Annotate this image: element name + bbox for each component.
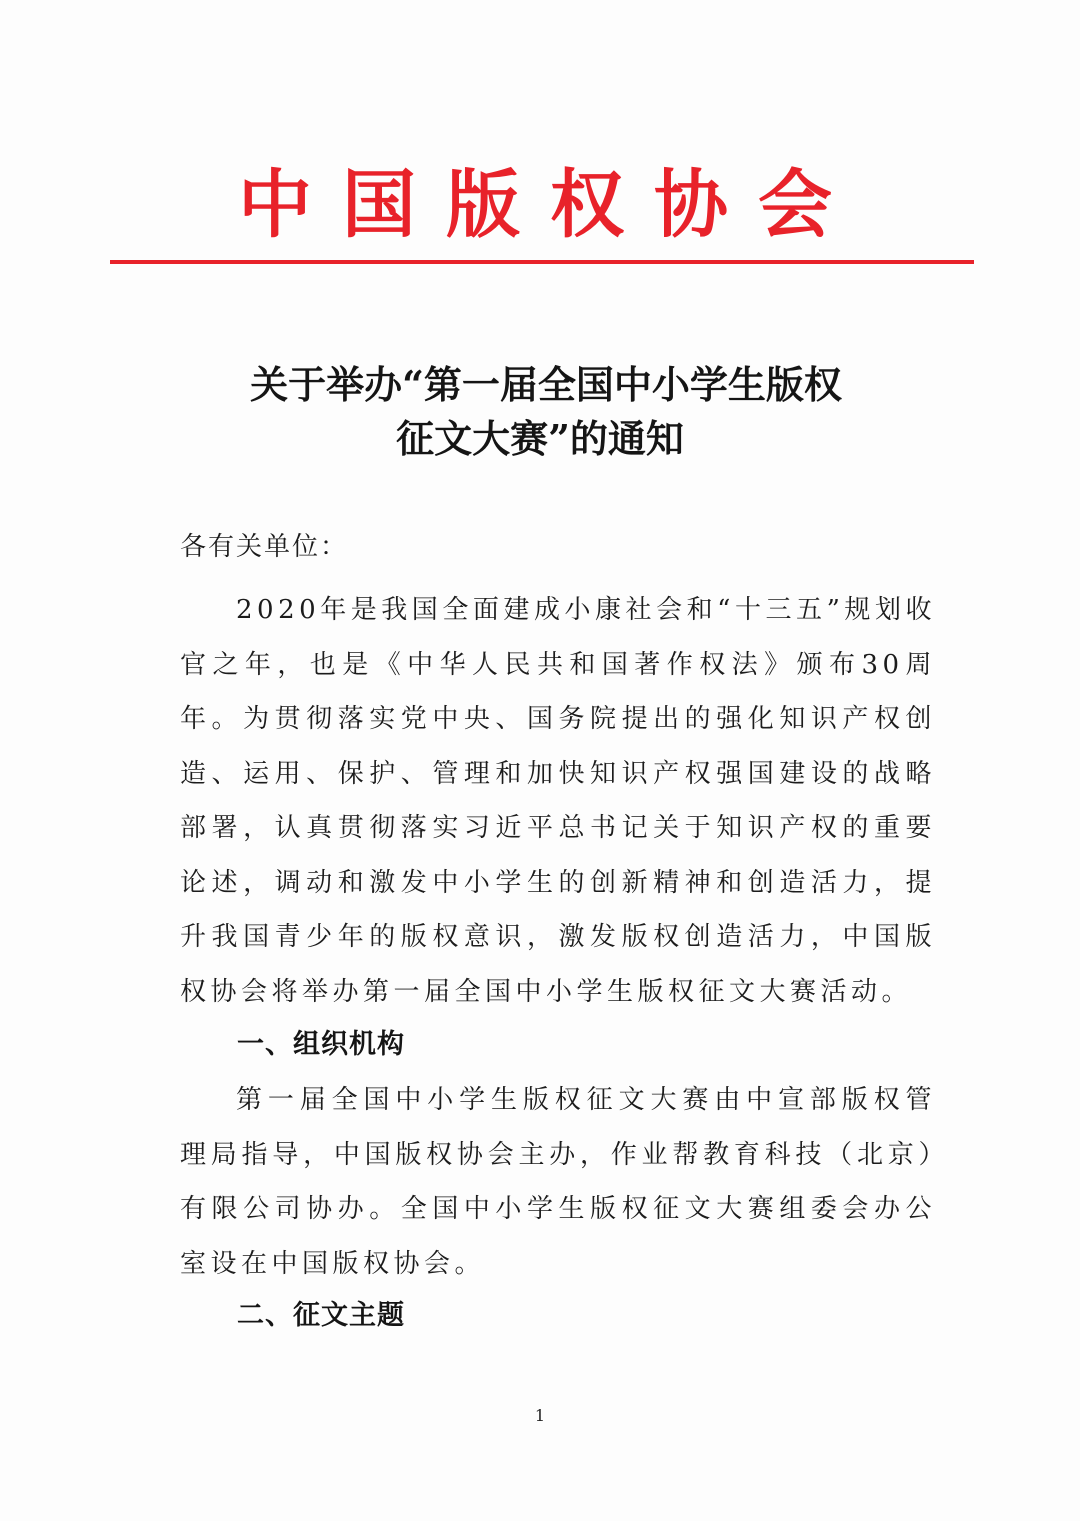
page-number: 1 — [534, 1406, 546, 1425]
paragraph-intro: 2020年是我国全面建成小康社会和“十三五”规划收官之年，也是《中华人民共和国著作权法》颁布30周年。为贯彻落实党中央、国务院提出的强化知识产权创造、运用、保护、管理和加快知识产权强国建设的战略部署，认真贯彻落实习近平总书记关于知识产权的重要论述，调动和激发中小学生的创新精神和创造活力，提升我国青少年的版权意识，激发版权创造活力，中国版权协会将举办第一届全国中小学生版权征文大赛活动。 — [180, 595, 936, 1007]
section-heading-theme: 二、征文主题 — [237, 1300, 405, 1331]
letterhead-red-rule — [110, 260, 974, 264]
document-title-line-2: 征文大赛”的通知 — [396, 416, 684, 461]
paragraph-organization: 第一届全国中小学生版权征文大赛由中宣部版权管理局指导，中国版权协会主办，作业帮教育科技（北京）有限公司协办。全国中小学生版权征文大赛组委会办公室设在中国版权协会。 — [180, 1085, 936, 1279]
section-heading-organization: 一、组织机构 — [237, 1029, 405, 1060]
document-title — [0, 358, 1080, 466]
salutation: 各有关单位： — [180, 532, 349, 562]
letterhead-org-name: 中国版权协会 — [238, 162, 862, 248]
document-title-line-1: 关于举办“第一届全国中小学生版权 — [250, 362, 842, 407]
